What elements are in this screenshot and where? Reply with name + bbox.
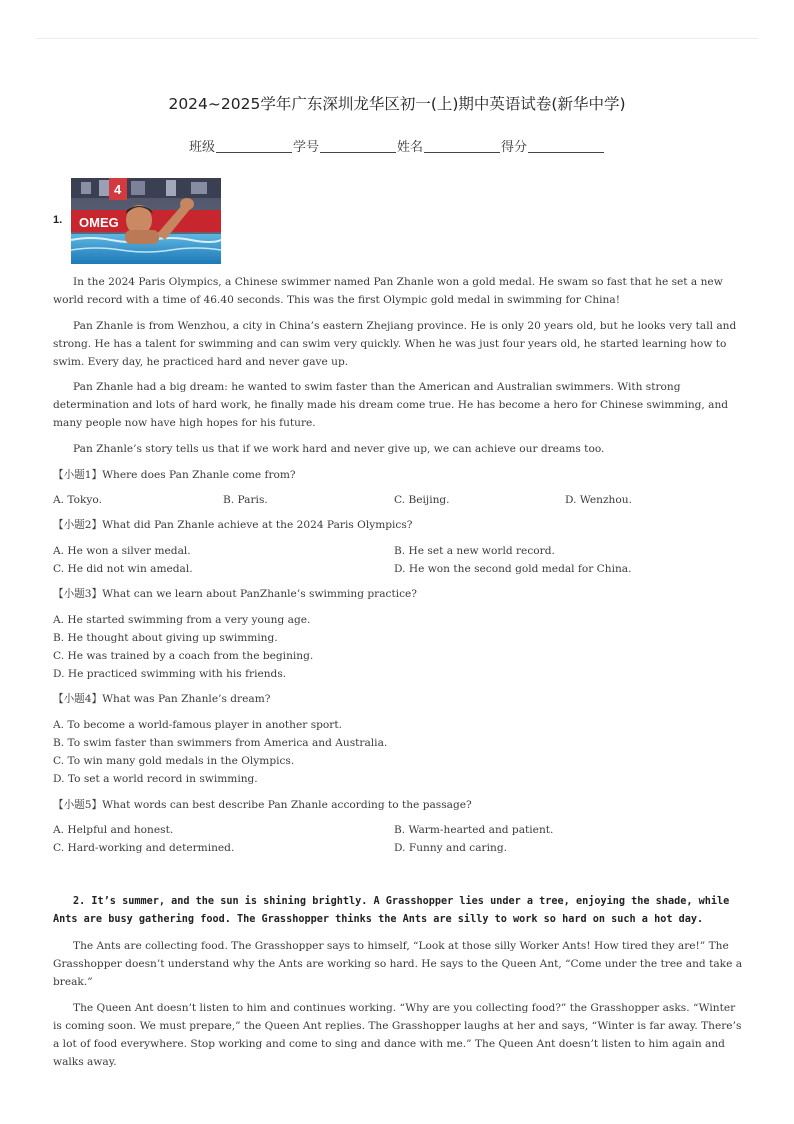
q1-3-option-c[interactable]: C. He was trained by a coach from the begining. bbox=[53, 650, 314, 662]
q1-4-option-b[interactable]: B. To swim faster than swimmers from America and Australia. bbox=[53, 737, 388, 749]
q1-2-option-a[interactable]: A. He won a silver medal. bbox=[53, 545, 191, 557]
exam-title: 2024~2025学年广东深圳龙华区初一(上)期中英语试卷(新华中学) bbox=[168, 95, 626, 113]
q1-3-option-b[interactable]: B. He thought about giving up swimming. bbox=[53, 632, 278, 644]
student-info-line bbox=[0, 136, 794, 155]
q1-2-option-d[interactable]: D. He won the second gold medal for China. bbox=[394, 563, 632, 575]
q1-4-option-a[interactable]: A. To become a world-famous player in another sport. bbox=[53, 719, 342, 731]
q1-4-option-c[interactable]: C. To win many gold medals in the Olympics. bbox=[53, 755, 295, 767]
q2-paragraph-1: The Ants are collecting food. The Grasshopper says to himself, “Look at those silly Worker Ants! How tired they are!” The Grasshopper doesn’t understand why the Ants are working so hard. He says to the Queen Ant, “Come under the tree and take a break.” bbox=[53, 940, 743, 988]
score-blank[interactable] bbox=[528, 140, 604, 153]
omega-logo-text: OMEG bbox=[79, 215, 119, 230]
name-blank[interactable] bbox=[424, 140, 500, 153]
lane-sign-text: 4 bbox=[114, 182, 122, 197]
q1-1-option-a[interactable]: A. Tokyo. bbox=[53, 494, 102, 506]
q1-paragraph-2: Pan Zhanle is from Wenzhou, a city in China’s eastern Zhejiang province. He is only 20 years old, but he looks very tall and strong. He has a talent for swimming and can swim very quickly. When he was just four years old, he started learning how to swim. Every day, he practiced hard and never gave up. bbox=[53, 320, 737, 368]
q1-paragraph-3: Pan Zhanle had a big dream: he wanted to swim faster than the American and Australian swimmers. With strong determination and lots of hard work, he finally made his dream come true. He has become a hero for Chinese swimming, and many people now have high hopes for his future. bbox=[53, 381, 729, 429]
header-rule bbox=[36, 38, 758, 39]
q1-paragraph-1: In the 2024 Paris Olympics, a Chinese swimmer named Pan Zhanle won a gold medal. He swam so fast that he set a new world record with a time of 46.40 seconds. This was the first Olympic gold medal in swimming for China! bbox=[53, 276, 723, 306]
q1-3-option-d[interactable]: D. He practiced swimming with his friends. bbox=[53, 668, 287, 680]
q1-1-option-b[interactable]: B. Paris. bbox=[223, 494, 268, 506]
class-blank[interactable] bbox=[216, 140, 292, 153]
swimmer-photo bbox=[71, 178, 221, 264]
question-1-3-stem: 【小题3】What can we learn about PanZhanle’s swimming practice? bbox=[53, 588, 417, 600]
q1-5-option-c[interactable]: C. Hard-working and determined. bbox=[53, 842, 235, 854]
name-label: 姓名 bbox=[397, 140, 424, 155]
q2-paragraph-2: The Queen Ant doesn’t listen to him and continues working. “Why are you collecting food?” the Grasshopper asks. “Winter is coming soon. We must prepare,” the Queen Ant replies. The Grasshopper laughs at her and says, “Winter is far away. There’s a lot of food everywhere. Stop working and come to sing and dance with me.” The Queen Ant doesn’t listen to him again and walks away. bbox=[53, 1002, 742, 1068]
score-label: 得分 bbox=[501, 140, 528, 155]
student-id-label: 学号 bbox=[292, 140, 319, 155]
q1-5-option-d[interactable]: D. Funny and caring. bbox=[394, 842, 507, 854]
class-label: 班级 bbox=[188, 140, 215, 155]
q1-paragraph-4: Pan Zhanle’s story tells us that if we work hard and never give up, we can achieve our dreams too. bbox=[73, 443, 605, 455]
q1-3-option-a[interactable]: A. He started swimming from a very young age. bbox=[53, 614, 311, 626]
q1-2-option-b[interactable]: B. He set a new world record. bbox=[394, 545, 555, 557]
student-id-blank[interactable] bbox=[320, 140, 396, 153]
question-1-5-stem: 【小题5】What words can best describe Pan Zhanle according to the passage? bbox=[53, 799, 472, 811]
q1-2-option-c[interactable]: C. He did not win amedal. bbox=[53, 563, 193, 575]
question-2-intro: 2. It’s summer, and the sun is shining brightly. A Grasshopper lies under a tree, enjoying the shade, while Ants are busy gathering food. The Grasshopper thinks the Ants are silly to work so hard on such a hot day. bbox=[53, 896, 730, 925]
q1-1-option-d[interactable]: D. Wenzhou. bbox=[565, 494, 632, 506]
question-1-4-stem: 【小题4】What was Pan Zhanle’s dream? bbox=[53, 693, 271, 705]
q1-1-option-c[interactable]: C. Beijing. bbox=[394, 494, 450, 506]
q1-5-option-b[interactable]: B. Warm-hearted and patient. bbox=[394, 824, 554, 836]
question-1-2-stem: 【小题2】What did Pan Zhanle achieve at the 2024 Paris Olympics? bbox=[53, 519, 413, 531]
q1-4-option-d[interactable]: D. To set a world record in swimming. bbox=[53, 773, 258, 785]
question-1-1-stem: 【小题1】Where does Pan Zhanle come from? bbox=[53, 469, 296, 481]
question-1-number: 1. bbox=[53, 214, 63, 226]
q1-5-option-a[interactable]: A. Helpful and honest. bbox=[53, 824, 174, 836]
